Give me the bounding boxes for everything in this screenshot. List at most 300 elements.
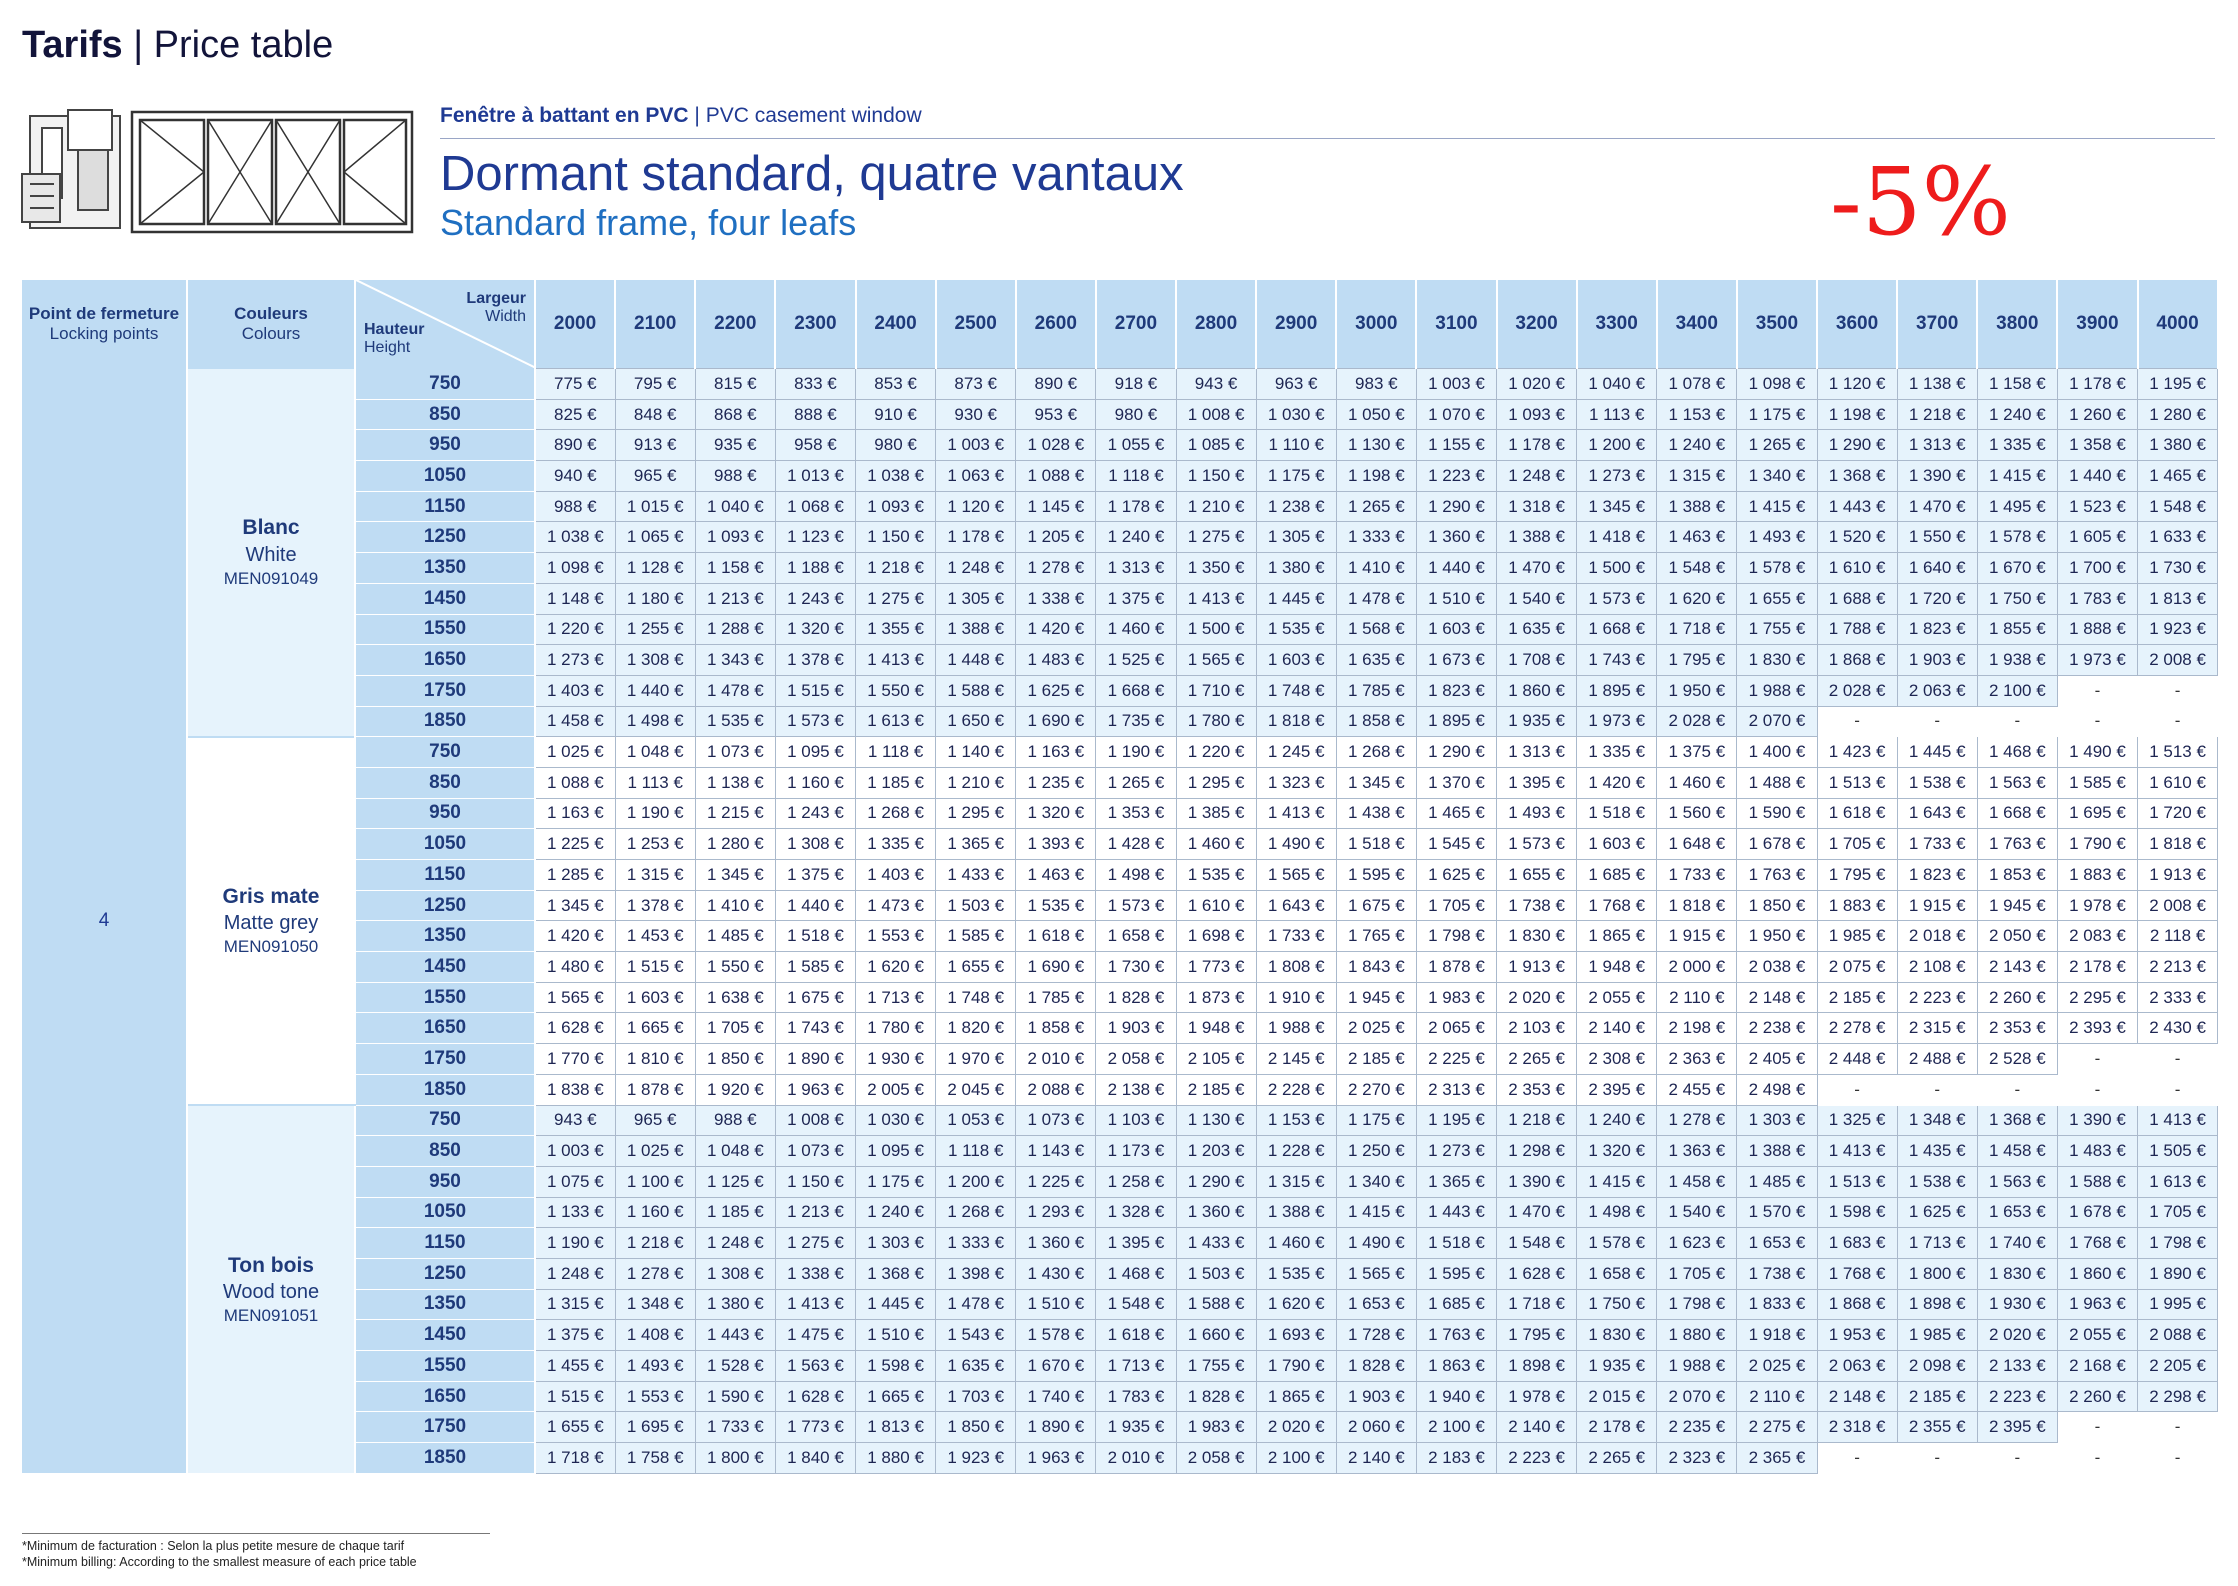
price-cell: 1 695 €: [615, 1412, 695, 1443]
price-cell: 1 073 €: [775, 1136, 855, 1167]
price-cell: 1 053 €: [936, 1105, 1016, 1136]
price-cell: 1 780 €: [1176, 706, 1256, 737]
price-cell: 1 625 €: [1016, 675, 1096, 706]
price-cell: 1 203 €: [1176, 1136, 1256, 1167]
price-cell: 1 810 €: [615, 1044, 695, 1075]
price-cell: 1 915 €: [1897, 890, 1977, 921]
price-cell: 1 265 €: [1096, 767, 1176, 798]
price-cell: 1 413 €: [1176, 583, 1256, 614]
price-cell: 1 535 €: [1176, 860, 1256, 891]
price-cell: 1 535 €: [1016, 890, 1096, 921]
price-cell: 2 168 €: [2057, 1351, 2137, 1382]
price-cell: 1 578 €: [1977, 522, 2057, 553]
price-cell: 1 718 €: [535, 1443, 615, 1474]
price-cell: 1 490 €: [1256, 829, 1336, 860]
price-cell: 1 038 €: [535, 522, 615, 553]
price-cell: 1 690 €: [1016, 952, 1096, 983]
height-value: 1850: [355, 1074, 535, 1105]
price-cell: 815 €: [695, 369, 775, 400]
price-cell: 988 €: [695, 461, 775, 492]
frame-profile-icon: [22, 110, 120, 228]
price-cell: 1 375 €: [535, 1320, 615, 1351]
price-cell: 1 675 €: [775, 982, 855, 1013]
price-cell: 1 628 €: [1497, 1258, 1577, 1289]
price-cell: 1 413 €: [1817, 1136, 1897, 1167]
height-value: 750: [355, 1105, 535, 1136]
price-cell: 2 223 €: [1977, 1381, 2057, 1412]
price-cell: 1 068 €: [775, 491, 855, 522]
price-cell: 1 890 €: [775, 1044, 855, 1075]
price-cell: 1 755 €: [1176, 1351, 1256, 1382]
price-cell: 1 763 €: [1737, 860, 1817, 891]
price-cell: 1 518 €: [775, 921, 855, 952]
width-3000: 3000: [1336, 280, 1416, 369]
price-cell: 1 890 €: [1016, 1412, 1096, 1443]
price-cell: 1 638 €: [695, 982, 775, 1013]
price-cell: 1 213 €: [775, 1197, 855, 1228]
price-cell: 2 353 €: [1497, 1074, 1577, 1105]
price-cell: -: [2057, 1443, 2137, 1474]
price-cell: 1 298 €: [1497, 1136, 1577, 1167]
price-cell: 1 158 €: [695, 553, 775, 584]
price-cell: -: [1977, 1074, 2057, 1105]
price-cell: 1 190 €: [535, 1228, 615, 1259]
price-cell: 1 903 €: [1897, 645, 1977, 676]
price-cell: 1 515 €: [535, 1381, 615, 1412]
colour-name-en: Wood tone: [222, 1281, 320, 1304]
price-cell: 1 470 €: [1497, 1197, 1577, 1228]
height-value: 1650: [355, 645, 535, 676]
price-cell: 2 488 €: [1897, 1044, 1977, 1075]
price-cell: 1 158 €: [1977, 369, 2057, 400]
price-cell: 1 248 €: [936, 553, 1016, 584]
price-cell: 1 478 €: [936, 1289, 1016, 1320]
price-cell: 1 935 €: [1577, 1351, 1657, 1382]
discount-label: -5%: [1830, 148, 2011, 257]
price-cell: 1 895 €: [1577, 675, 1657, 706]
price-cell: 873 €: [936, 369, 1016, 400]
price-cell: 1 798 €: [2138, 1228, 2218, 1259]
price-cell: 1 573 €: [1577, 583, 1657, 614]
price-cell: 1 248 €: [1497, 461, 1577, 492]
price-cell: 1 138 €: [1897, 369, 1977, 400]
price-cell: 988 €: [695, 1105, 775, 1136]
price-cell: 1 565 €: [1336, 1258, 1416, 1289]
colour-code: MEN091049: [223, 568, 319, 588]
price-cell: 2 178 €: [2057, 952, 2137, 983]
price-cell: 1 103 €: [1096, 1105, 1176, 1136]
price-cell: 1 610 €: [1817, 553, 1897, 584]
price-cell: 1 713 €: [1897, 1228, 1977, 1259]
width-2500: 2500: [936, 280, 1016, 369]
price-cell: 1 413 €: [775, 1289, 855, 1320]
price-cell: 2 148 €: [1817, 1381, 1897, 1412]
price-cell: 2 058 €: [1176, 1443, 1256, 1474]
price-cell: 1 215 €: [695, 798, 775, 829]
price-cell: 2 110 €: [1657, 982, 1737, 1013]
price-cell: 2 133 €: [1977, 1351, 2057, 1382]
price-cell: 1 730 €: [1096, 952, 1176, 983]
price-cell: 1 210 €: [1176, 491, 1256, 522]
price-cell: 1 665 €: [856, 1381, 936, 1412]
price-cell: 1 913 €: [1497, 952, 1577, 983]
price-cell: 1 850 €: [936, 1412, 1016, 1443]
price-cell: 1 093 €: [695, 522, 775, 553]
price-cell: 1 063 €: [936, 461, 1016, 492]
price-cell: 1 498 €: [615, 706, 695, 737]
price-cell: 1 768 €: [1577, 890, 1657, 921]
price-cell: 1 705 €: [695, 1013, 775, 1044]
price-cell: 1 678 €: [2057, 1197, 2137, 1228]
price-cell: 1 808 €: [1256, 952, 1336, 983]
price-cell: -: [1977, 1443, 2057, 1474]
price-cell: 1 635 €: [1497, 614, 1577, 645]
price-cell: -: [1817, 706, 1897, 737]
price-cell: 1 518 €: [1416, 1228, 1496, 1259]
price-cell: 1 368 €: [1817, 461, 1897, 492]
footnote-fr: *Minimum de facturation : Selon la plus petite mesure de chaque tarif: [22, 1539, 405, 1553]
colour-group-label: [187, 369, 355, 737]
price-cell: 1 030 €: [1256, 399, 1336, 430]
price-cell: 1 290 €: [1416, 491, 1496, 522]
price-cell: 1 830 €: [1977, 1258, 2057, 1289]
price-cell: 1 325 €: [1817, 1105, 1897, 1136]
price-cell: 1 603 €: [1577, 829, 1657, 860]
width-4000: 4000: [2138, 280, 2218, 369]
height-value: 750: [355, 737, 535, 768]
price-cell: 1 073 €: [1016, 1105, 1096, 1136]
width-header-label: Largeur Width: [466, 290, 526, 325]
price-cell: 1 658 €: [1096, 921, 1176, 952]
price-cell: 1 358 €: [2057, 430, 2137, 461]
price-cell: 1 378 €: [775, 645, 855, 676]
price-cell: 1 950 €: [1657, 675, 1737, 706]
price-cell: 943 €: [535, 1105, 615, 1136]
price-cell: 1 273 €: [1577, 461, 1657, 492]
price-cell: 1 198 €: [1336, 461, 1416, 492]
footnote-en: *Minimum billing: According to the smallest measure of each price table: [22, 1555, 417, 1570]
price-cell: 1 433 €: [936, 860, 1016, 891]
price-cell: 1 400 €: [1737, 737, 1817, 768]
price-cell: 1 573 €: [775, 706, 855, 737]
footnote-divider: [22, 1533, 490, 1534]
price-cell: 890 €: [1016, 369, 1096, 400]
price-cell: 1 705 €: [2138, 1197, 2218, 1228]
price-cell: 1 248 €: [695, 1228, 775, 1259]
price-cell: 1 078 €: [1657, 369, 1737, 400]
price-cell: 1 003 €: [1416, 369, 1496, 400]
price-cell: 1 483 €: [2057, 1136, 2137, 1167]
price-cell: 1 148 €: [535, 583, 615, 614]
price-cell: 1 153 €: [1657, 399, 1737, 430]
price-cell: 2 260 €: [1977, 982, 2057, 1013]
price-cell: 1 308 €: [615, 645, 695, 676]
price-cell: 1 618 €: [1817, 798, 1897, 829]
price-cell: 2 178 €: [1577, 1412, 1657, 1443]
price-cell: 1 668 €: [1096, 675, 1176, 706]
price-cell: 1 345 €: [535, 890, 615, 921]
price-cell: 1 003 €: [936, 430, 1016, 461]
table-header-row: [22, 280, 2218, 369]
price-cell: 1 655 €: [535, 1412, 615, 1443]
price-cell: 1 445 €: [1897, 737, 1977, 768]
price-cell: 1 698 €: [1176, 921, 1256, 952]
price-cell: 1 308 €: [775, 829, 855, 860]
price-cell: 1 430 €: [1016, 1258, 1096, 1289]
price-cell: 1 280 €: [695, 829, 775, 860]
price-cell: 1 303 €: [1737, 1105, 1817, 1136]
price-cell: 2 008 €: [2138, 645, 2218, 676]
price-cell: 1 620 €: [1657, 583, 1737, 614]
price-cell: 1 525 €: [1096, 645, 1176, 676]
price-cell: 1 415 €: [1336, 1197, 1416, 1228]
height-value: 1350: [355, 921, 535, 952]
price-cell: 1 195 €: [2138, 369, 2218, 400]
price-cell: 1 688 €: [1817, 583, 1897, 614]
price-cell: 1 388 €: [1497, 522, 1577, 553]
price-cell: 1 315 €: [1256, 1166, 1336, 1197]
price-cell: 1 700 €: [2057, 553, 2137, 584]
price-cell: 1 348 €: [1897, 1105, 1977, 1136]
price-cell: 935 €: [695, 430, 775, 461]
price-cell: 1 595 €: [1336, 860, 1416, 891]
price-cell: 1 200 €: [1577, 430, 1657, 461]
price-cell: 1 618 €: [1016, 921, 1096, 952]
price-cell: 1 360 €: [1176, 1197, 1256, 1228]
price-cell: 1 365 €: [1416, 1166, 1496, 1197]
price-cell: 868 €: [695, 399, 775, 430]
height-value: 750: [355, 369, 535, 400]
height-value: 1750: [355, 1044, 535, 1075]
price-cell: 1 240 €: [856, 1197, 936, 1228]
price-cell: 1 398 €: [936, 1258, 1016, 1289]
price-cell: 2 025 €: [1336, 1013, 1416, 1044]
price-cell: 1 613 €: [856, 706, 936, 737]
price-cell: 2 140 €: [1336, 1443, 1416, 1474]
page-title-rest: Price table: [153, 24, 334, 66]
price-cell: 1 375 €: [1657, 737, 1737, 768]
price-cell: 2 015 €: [1577, 1381, 1657, 1412]
price-cell: 1 463 €: [1657, 522, 1737, 553]
price-cell: 1 735 €: [1096, 706, 1176, 737]
price-cell: 2 018 €: [1897, 921, 1977, 952]
price-cell: 1 025 €: [615, 1136, 695, 1167]
price-cell: 1 605 €: [2057, 522, 2137, 553]
price-cell: 1 823 €: [1897, 614, 1977, 645]
width-2000: 2000: [535, 280, 615, 369]
price-cell: 2 028 €: [1817, 675, 1897, 706]
height-value: 1350: [355, 1289, 535, 1320]
width-2900: 2900: [1256, 280, 1336, 369]
price-cell: 1 733 €: [695, 1412, 775, 1443]
price-cell: 965 €: [615, 461, 695, 492]
price-cell: 1 353 €: [1096, 798, 1176, 829]
price-cell: 1 375 €: [775, 860, 855, 891]
price-cell: 1 868 €: [1817, 1289, 1897, 1320]
price-cell: 1 250 €: [1336, 1136, 1416, 1167]
price-cell: 2 108 €: [1897, 952, 1977, 983]
height-value: 1550: [355, 614, 535, 645]
price-cell: 1 590 €: [695, 1381, 775, 1412]
price-cell: 1 098 €: [1737, 369, 1817, 400]
price-cell: 2 455 €: [1657, 1074, 1737, 1105]
price-cell: 1 493 €: [1737, 522, 1817, 553]
price-cell: 1 733 €: [1657, 860, 1737, 891]
price-cell: 1 643 €: [1256, 890, 1336, 921]
price-cell: 1 915 €: [1657, 921, 1737, 952]
price-cell: 1 963 €: [775, 1074, 855, 1105]
price-cell: 983 €: [1336, 369, 1416, 400]
price-cell: 1 260 €: [2057, 399, 2137, 430]
price-cell: 2 353 €: [1977, 1013, 2057, 1044]
price-cell: 910 €: [856, 399, 936, 430]
price-cell: 1 120 €: [936, 491, 1016, 522]
height-header-label: Hauteur Height: [364, 321, 425, 356]
price-cell: 1 380 €: [695, 1289, 775, 1320]
price-cell: 1 160 €: [775, 767, 855, 798]
price-cell: 1 920 €: [695, 1074, 775, 1105]
price-cell: 1 863 €: [1416, 1351, 1496, 1382]
price-cell: 2 185 €: [1897, 1381, 1977, 1412]
price-cell: 1 295 €: [1176, 767, 1256, 798]
price-cell: 1 478 €: [695, 675, 775, 706]
price-cell: -: [2057, 1074, 2137, 1105]
height-value: 850: [355, 767, 535, 798]
price-cell: 1 315 €: [535, 1289, 615, 1320]
price-cell: 1 628 €: [535, 1013, 615, 1044]
price-cell: 1 113 €: [1577, 399, 1657, 430]
price-cell: 1 995 €: [2138, 1289, 2218, 1320]
title-separator: |: [122, 24, 154, 66]
price-cell: 1 485 €: [695, 921, 775, 952]
price-cell: 1 528 €: [695, 1351, 775, 1382]
price-cell: 1 008 €: [1176, 399, 1256, 430]
price-cell: 1 585 €: [936, 921, 1016, 952]
category-fr: Fenêtre à battant en PVC: [440, 104, 689, 127]
price-cell: 1 520 €: [1817, 522, 1897, 553]
price-cell: 1 275 €: [775, 1228, 855, 1259]
price-cell: -: [1817, 1074, 1897, 1105]
price-cell: 1 240 €: [1096, 522, 1176, 553]
price-cell: 2 323 €: [1657, 1443, 1737, 1474]
price-cell: 1 903 €: [1336, 1381, 1416, 1412]
price-cell: 1 095 €: [775, 737, 855, 768]
page-title-bold: Tarifs: [22, 24, 123, 66]
price-cell: 1 773 €: [775, 1412, 855, 1443]
price-cell: 1 278 €: [615, 1258, 695, 1289]
price-cell: 1 868 €: [1817, 645, 1897, 676]
price-cell: 1 560 €: [1657, 798, 1737, 829]
price-cell: 1 748 €: [1256, 675, 1336, 706]
price-cell: 1 388 €: [1657, 491, 1737, 522]
price-cell: 1 565 €: [1176, 645, 1256, 676]
price-cell: 2 055 €: [1577, 982, 1657, 1013]
price-cell: 1 878 €: [1416, 952, 1496, 983]
height-value: 1150: [355, 491, 535, 522]
colour-name-en: White: [245, 543, 297, 566]
price-cell: 1 780 €: [856, 1013, 936, 1044]
price-cell: 1 855 €: [1977, 614, 2057, 645]
price-cell: 1 415 €: [1577, 1166, 1657, 1197]
price-cell: 1 603 €: [1256, 645, 1336, 676]
price-cell: 1 858 €: [1336, 706, 1416, 737]
price-cell: 2 138 €: [1096, 1074, 1176, 1105]
price-cell: 1 143 €: [1016, 1136, 1096, 1167]
price-cell: 1 538 €: [1897, 1166, 1977, 1197]
price-cell: 1 898 €: [1897, 1289, 1977, 1320]
price-cell: 1 268 €: [936, 1197, 1016, 1228]
price-cell: 1 953 €: [1817, 1320, 1897, 1351]
price-cell: 1 673 €: [1416, 645, 1496, 676]
price-cell: 1 755 €: [1737, 614, 1817, 645]
price-cell: 1 565 €: [535, 982, 615, 1013]
price-cell: 1 463 €: [1016, 860, 1096, 891]
price-cell: 1 415 €: [1737, 491, 1817, 522]
price-cell: 958 €: [775, 430, 855, 461]
height-value: 1250: [355, 522, 535, 553]
price-cell: 1 293 €: [1016, 1197, 1096, 1228]
price-cell: 1 578 €: [1016, 1320, 1096, 1351]
price-cell: 1 865 €: [1577, 921, 1657, 952]
price-cell: 1 220 €: [535, 614, 615, 645]
price-cell: 2 225 €: [1416, 1044, 1496, 1075]
price-cell: 1 218 €: [856, 553, 936, 584]
price-cell: 1 040 €: [1577, 369, 1657, 400]
price-cell: 1 130 €: [1336, 430, 1416, 461]
price-cell: 1 518 €: [1336, 829, 1416, 860]
price-cell: 1 440 €: [615, 675, 695, 706]
price-cell: 1 185 €: [856, 767, 936, 798]
price-cell: 775 €: [535, 369, 615, 400]
price-cell: 1 153 €: [1256, 1105, 1336, 1136]
price-cell: 1 773 €: [1176, 952, 1256, 983]
price-cell: 1 823 €: [1416, 675, 1496, 706]
price-cell: 1 308 €: [695, 1258, 775, 1289]
price-cell: 1 368 €: [1977, 1105, 2057, 1136]
price-cell: 1 895 €: [1416, 706, 1496, 737]
price-cell: 2 020 €: [1497, 982, 1577, 1013]
height-value: 850: [355, 399, 535, 430]
price-cell: 1 850 €: [1737, 890, 1817, 921]
price-cell: -: [1817, 1443, 1897, 1474]
price-cell: 1 500 €: [1176, 614, 1256, 645]
price-cell: 1 490 €: [1336, 1228, 1416, 1259]
price-cell: 1 733 €: [1256, 921, 1336, 952]
width-3100: 3100: [1416, 280, 1496, 369]
price-cell: 1 730 €: [2138, 553, 2218, 584]
price-cell: 1 553 €: [615, 1381, 695, 1412]
price-cell: 1 785 €: [1016, 982, 1096, 1013]
price-cell: 913 €: [615, 430, 695, 461]
price-cell: 1 710 €: [1176, 675, 1256, 706]
price-cell: 1 540 €: [1657, 1197, 1737, 1228]
price-cell: 1 478 €: [1336, 583, 1416, 614]
price-cell: 1 420 €: [1577, 767, 1657, 798]
price-cell: 2 118 €: [2138, 921, 2218, 952]
price-cell: 2 060 €: [1336, 1412, 1416, 1443]
price-cell: 1 380 €: [1256, 553, 1336, 584]
four-leaf-window-icon: [132, 112, 412, 232]
height-value: 1450: [355, 952, 535, 983]
width-3900: 3900: [2057, 280, 2137, 369]
height-value: 1650: [355, 1013, 535, 1044]
price-cell: 795 €: [615, 369, 695, 400]
price-cell: 1 535 €: [1256, 614, 1336, 645]
price-cell: 1 435 €: [1897, 1136, 1977, 1167]
price-cell: 1 155 €: [1416, 430, 1496, 461]
price-cell: 1 963 €: [2057, 1289, 2137, 1320]
price-cell: 1 368 €: [856, 1258, 936, 1289]
